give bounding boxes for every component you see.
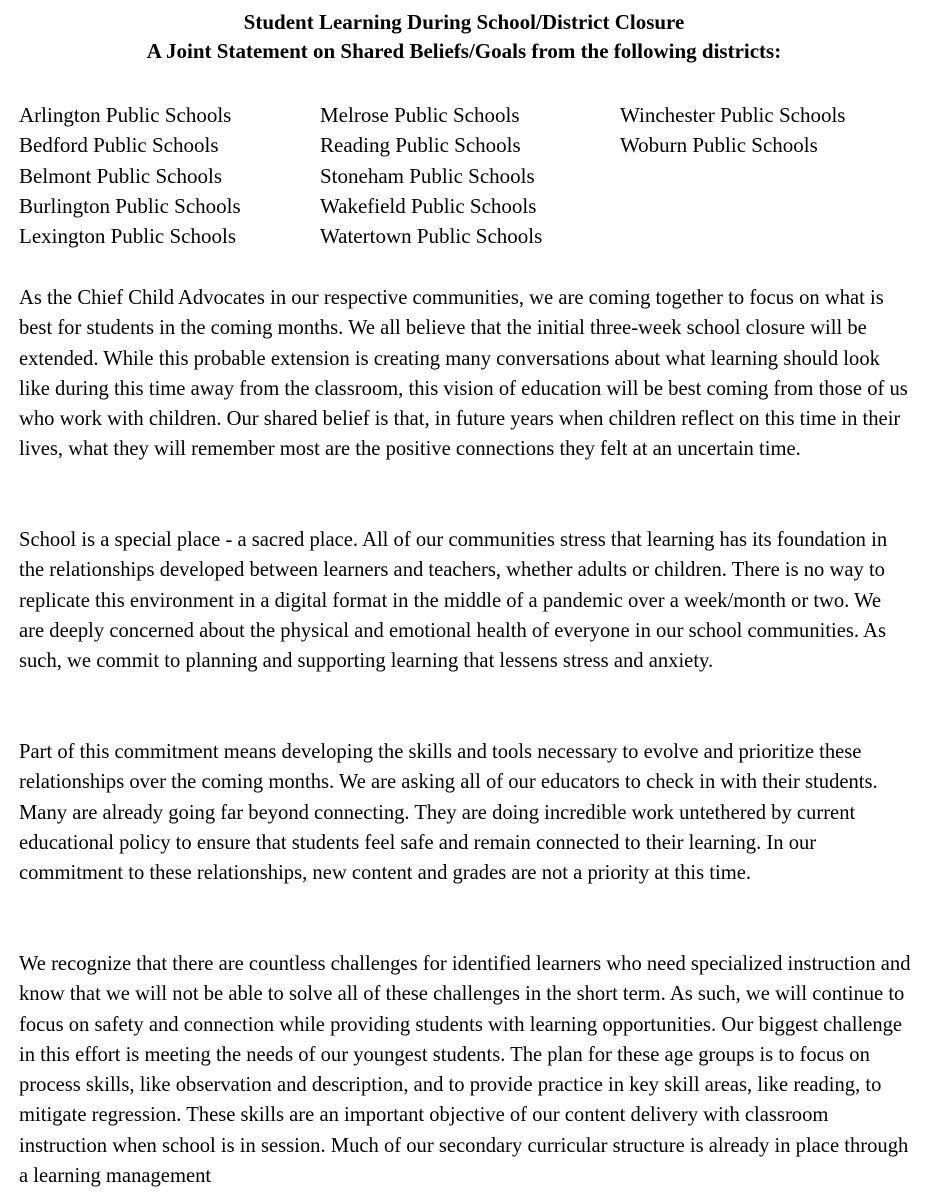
district-item: Wakefield Public Schools [320,193,537,218]
district-item: Belmont Public Schools [19,163,223,188]
district-item: Woburn Public Schools [620,133,818,158]
body-paragraph: As the Chief Child Advocates in our respective communities, we are coming together to focus on what is best for students in the coming months. We all believe that the initial three-week school closure will be extended. While this probable extension is creating many conversations about what learning should look like during this time away from the classroom, this vision of education will be best coming from those of us who work with children. Our shared belief is that, in future years when children reflect on this time in their lives, what they will remember most are the positive connections they felt at an uncertain time. [19,287,908,461]
body-paragraph: School is a special place - a sacred place. All of our communities stress that learning has its foundation in the relationships developed between learners and teachers, whether adults or children. There is no way to replicate this environment in a digital format in the middle of a pandemic over a week/month or two. We are deeply concerned about the physical and emotional health of everyone in our school communities. As such, we commit to planning and supporting learning that lessens stress and anxiety. [19,529,888,673]
district-item: Lexington Public Schools [19,224,236,249]
document-title: Student Learning During School/District Closure [243,10,685,34]
district-item: Stoneham Public Schools [320,163,535,188]
district-column-3 [620,100,845,161]
district-item: Arlington Public Schools [19,103,232,127]
document-header [0,8,928,66]
district-item: Winchester Public Schools [620,103,846,127]
district-item: Reading Public Schools [320,133,521,158]
district-column-2 [320,100,542,251]
document-subtitle: A Joint Statement on Shared Beliefs/Goals from the following districts: [146,39,782,63]
district-item: Melrose Public Schools [320,103,520,127]
body-paragraph: We recognize that there are countless challenges for identified learners who need specialized instruction and know that we will not be able to solve all of these challenges in the short term. As such, we will continue to focus on safety and connection while providing students with learning opportunities. Our biggest challenge in this effort is meeting the needs of our youngest students. The plan for these age groups is to focus on process skills, like observation and description, and to provide practice in key skill areas, like reading, to mitigate regression. These skills are an important objective of our content delivery with classroom instruction when school is in session. Much of our secondary curricular structure is already in place through a learning management [19,953,911,1188]
district-item: Bedford Public Schools [19,133,219,158]
district-item: Burlington Public Schools [19,193,241,218]
district-column-1 [19,100,241,251]
body-paragraph: Part of this commitment means developing the skills and tools necessary to evolve and prioritize these relationships over the coming months. We are asking all of our educators to check in with their students. Many are already going far beyond connecting. They are doing incredible work untethered by current educational policy to ensure that students feel safe and remain connected to their learning. In our commitment to these relationships, new content and grades are not a priority at this time. [19,741,878,885]
district-item: Watertown Public Schools [320,224,543,249]
